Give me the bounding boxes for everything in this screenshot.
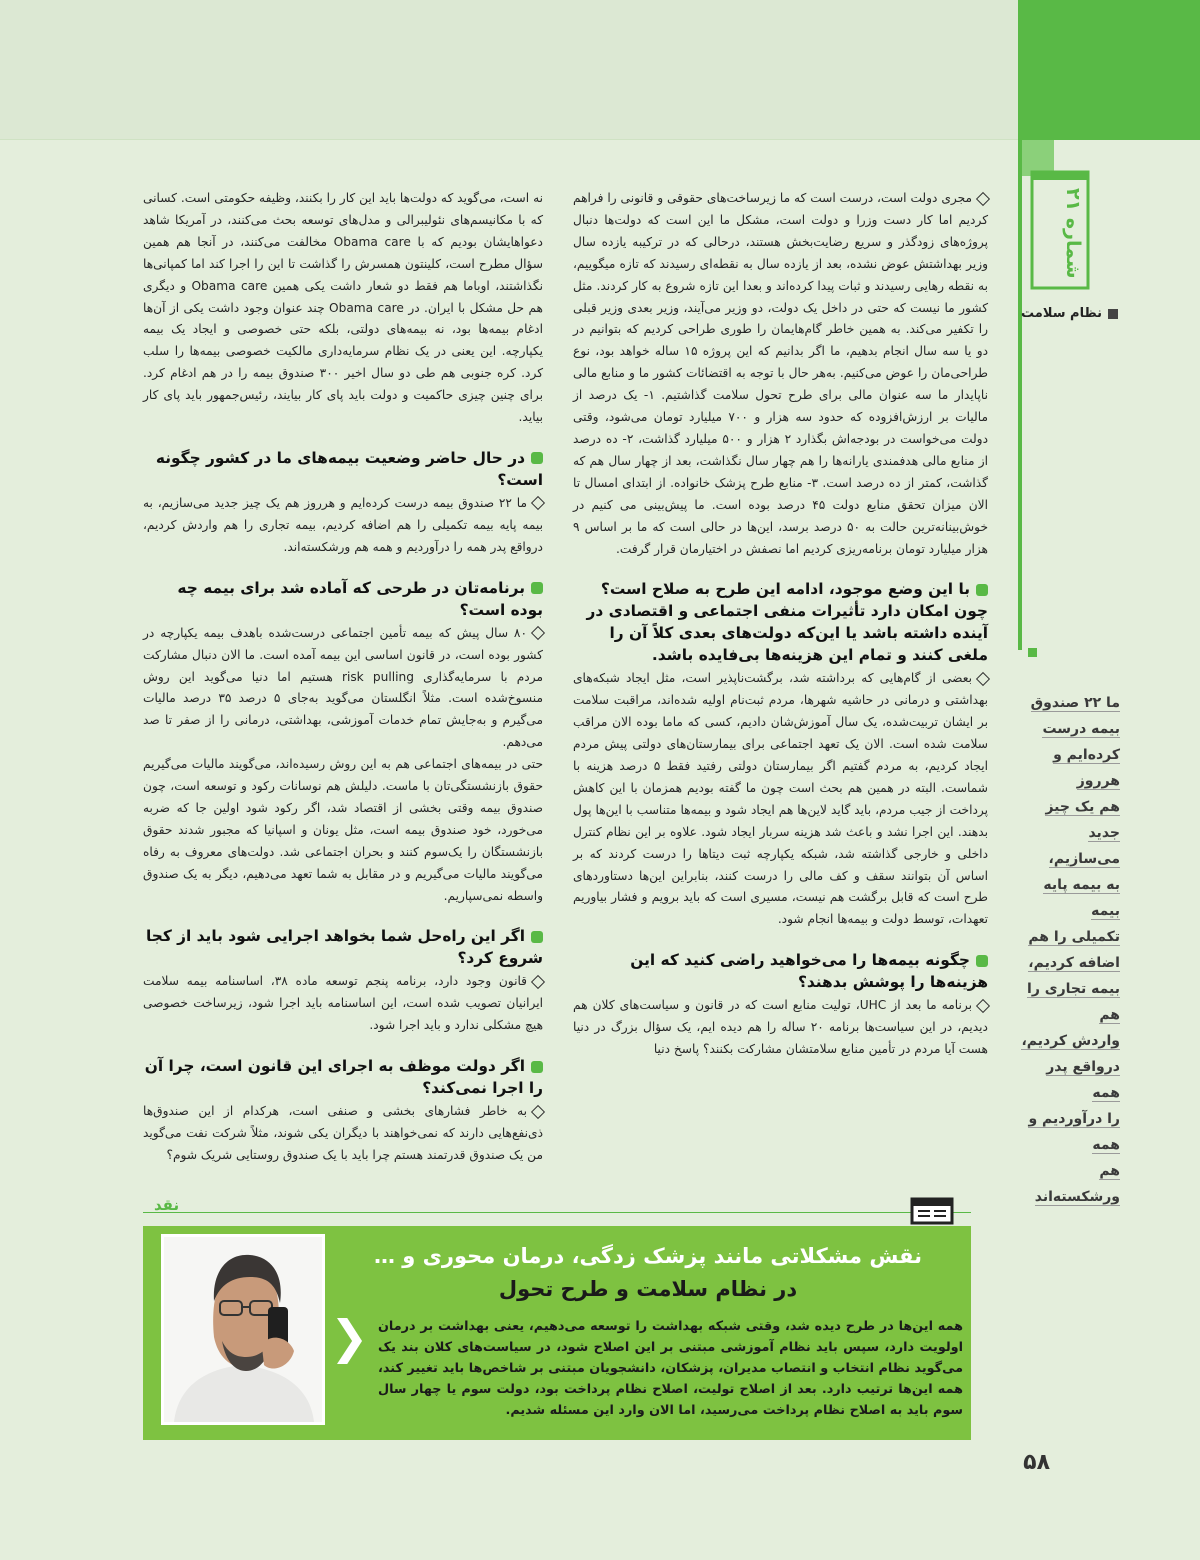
paragraph: برنامه ما بعد از UHC، تولیت منابع است که در قانون و سیاست‌های کلان هم دیدیم، در این سیاست‌ها برنامه ۲۰ ساله را هم دیده ایم، یک سؤال بزرگ در دنیا هست آیا مردم در تأمین منابع سلامتشان مشارکت بکنند؟ پاسخ دنیا	[573, 995, 988, 1061]
issue-label: شماره ۲۱	[1062, 187, 1084, 279]
chevron-bullet-icon	[531, 452, 543, 464]
header-divider	[0, 139, 1018, 140]
section-label: نظام سلامت	[1021, 306, 1118, 321]
chevron-bullet-icon	[531, 931, 543, 943]
chevron-bullet-icon	[531, 582, 543, 594]
article-column-right	[573, 188, 988, 1061]
chevron-bullet-icon	[976, 955, 988, 967]
side-rail	[1018, 140, 1022, 650]
green-dot	[1028, 648, 1037, 657]
paragraph: به خاطر فشارهای بخشی و صنفی است، هرکدام از این صندوق‌ها ذی‌نفع‌هایی دارند که نمی‌خواهند با دیگران یکی شوند، مثلاً شرکت نفت می‌گوید من یک صندوق قدرتمند هستم چرا باید با یک صندوق روستایی شریک شوم؟	[143, 1101, 543, 1167]
paragraph: ۸۰ سال پیش که بیمه تأمین اجتماعی درست‌شده باهدف بیمه یکپارچه در کشور بوده است، در قانون اساسی این بیمه آمده است. ما الان دنبال مشارکت مردم با سرمایه‌گذاری risk pulling هستیم اما دنیا می‌گوید این روش منسوخ‌شده است. مثلاً انگلستان می‌گوید به‌جای ۵ درصد ۳۵ درصد مالیات می‌گیرم و به‌جایش تمام خدمات آموزشی، بهداشتی، درمانی را از صفر تا صد می‌دهم.	[143, 623, 543, 754]
question-heading: اگر این راه‌حل شما بخواهد اجرایی شود باید از کجا شروع کرد؟	[145, 927, 543, 968]
diamond-bullet-icon	[531, 496, 545, 510]
critique-body: همه این‌ها در طرح دیده شد، وقتی شبکه بهداشت را توسعه می‌دهیم، یعنی بهداشت بر درمان اولویت دارد، سپس باید نظام آموزشی مبتنی بر این اصلاح شود، در سیاست‌های کلان بند یک می‌گوید نظام انتخاب و انتصاب مدیران، پزشکان، دانشجویان مبتنی بر شاخص‌ها باید تغییر کند، همه این‌ها ترتیب دارد. بعد از اصلاح تولیت، اصلاح نظام پرداخت بود، دولت سوم یا چهار سال سوم باید به اصلاح نظام پرداخت می‌رسید، اما الان وارد این مسئله شدیم.	[378, 1319, 963, 1418]
paragraph: بعضی از گام‌هایی که برداشته شد، برگشت‌ناپذیر است، مثل ایجاد شبکه‌های بهداشتی و درمانی در حاشیه شهرها، مردم ثبت‌نام اولیه شده‌اند، مراقبت سلامت بر ایشان تربیت‌شده، یک سال آموزش‌شان دادیم، کسی که ماما بوده الان مراقب سلامت شده است. الان یک تعهد اجتماعی برای بیمارستان‌های دولتی پیش مردم ایجاد کردیم، به مردم گفتیم اگر بیمارستان دولتی رفتید فقط ۵ درصد هزینه با شماست. البته در همین هم بحث است چون ما گفته بودیم همزمان با این کاهش پرداخت از جیب مردم، باید گاید لاین‌ها هم ایجاد شود و بیمه‌ها متناسب با این‌ها پول بدهند. این اجرا نشد و باعث شد هزینه سربار ایجاد شود. علاوه بر این نظام کنترل داخلی و خارجی گذاشته شد، شبکه یکپارچه ثبت دیتاها را درست کردند که بر اساس آن بتوانند سقف و کف مالی را درست کنند، بنابراین این‌ها دستاوردهای طرح است که قابل برگشت هم نیست، مسیری است که باید برویم و فشار بیاوریم تعهدات، توسط دولت و بیمه‌ها انجام شود.	[573, 668, 988, 931]
header-band	[0, 0, 1018, 140]
diamond-bullet-icon	[976, 999, 990, 1013]
paragraph: قانون وجود دارد، برنامه پنجم توسعه ماده ۳۸، اساسنامه بیمه سلامت ایرانیان تصویب شده است، این اساسنامه باید اجرا شود، زیرساخت خصوصی هیچ مشکلی ندارد و باید اجرا شود.	[143, 971, 543, 1037]
chevron-bullet-icon	[976, 584, 988, 596]
paragraph: نه است، می‌گوید که دولت‌ها باید این کار را بکنند، وظیفه حکومتی است. کسانی که با مکانیسم‌های نئولیبرالی و مدل‌های توسعه بحث می‌کنند، در آمریکا شاهد دعواهایشان بودیم که با Obama care مخالفت می‌کنند، در آنجا هم همین سؤال مطرح است، کلینتون همسرش را گذاشت تا این را اجرا کند اما کمپانی‌ها نگذاشتند، اوباما هم فقط دو شعار داشت یکی همین Obama care و دیگری هم حل مشکل با ایران. در Obama care چند عنوان وجود داشت یکی از آن‌ها ادغام بیمه‌ها بود، نه بیمه‌های دولتی، بلکه حتی خصوصی و ایجاد یک بیمه یکپارچه. این یعنی در یک نظام سرمایه‌داری مالکیت خصوصی بیمه‌ها را سلب کرد. کره جنوبی هم طی دو سال اخیر ۳۰۰ صندوق بیمه را در هم ادغام کرد. برای چنین چیزی حاکمیت و دولت باید پای کار بیایند، رئیس‌جمهور باید پای کار بیاید.	[143, 191, 543, 425]
paragraph: حتی در بیمه‌های اجتماعی هم به این روش رسیده‌اند، می‌گویند مالیات می‌گیریم حقوق بازنشستگی‌تان با ماست. دلیلش هم نوسانات رکود و توسعه است، چون صندوق بیمه وقتی بخشی از اقتصاد شد، اگر رکود شود اولین جا که ضربه می‌خورد، خود صندوق بیمه است، مثل یونان و اسپانیا که مجبور شدند حقوق بازنشستگان را یک‌سوم کنند و بحران اجتماعی شد. دولت‌های معروف به رفاه می‌گویند مالیات می‌گیریم و در مقابل به شما تعهد می‌دهیم، دیگر به یک صندوق واسطه نمی‌سپاریم.	[143, 757, 543, 903]
question-heading: در حال حاضر وضعیت بیمه‌های ما در کشور چگونه است؟	[155, 448, 543, 489]
sidebar-quote: ما ۲۲ صندوق بیمه درست کرده‌ایم و هرروز هم یک چیز جدید می‌سازیم، به بیمه پایه بیمه تکمیلی را هم اضافه کردیم، بیمه تجاری را هم واردش کردیم، درواقع پدر همه را درآوردیم و همه هم ورشکسته‌اند	[1021, 695, 1120, 1205]
critique-title: نقش مشکلاتی مانند پزشک زدگی، درمان محوری و … در نظام سلامت و طرح تحول	[373, 1244, 923, 1301]
newspaper-icon	[910, 1197, 954, 1225]
chevron-bullet-icon	[531, 1061, 543, 1073]
diamond-bullet-icon	[976, 191, 990, 205]
green-corner-block	[1018, 0, 1200, 140]
chevron-icon: ❯	[330, 1310, 369, 1364]
critique-label: نقد	[154, 1196, 180, 1214]
page-number: ۵۸	[1023, 1450, 1050, 1475]
paragraph: مجری دولت است، درست است که ما زیرساخت‌های حقوقی و قانونی را فراهم کردیم اما کار دست وزرا و دولت است، مشکل ما این است که دولت‌ها دنبال پروژه‌های زودگذر و سریع رضایت‌بخش هستند، درحالی که در ترکیبه یازده سال وزیر بهداشتش عوض نشده، بعد از یازده سال به نقطه‌ای رسیدند که تازه میگوییم، به نقطه رهایی رسیدند و ثبات پیدا کرده‌اند و بعدا این تازه شروع به کار کردند. مثل کشور ما نیست که حتی در داخل یک دولت، دو وزیر می‌آیند، وزیر بعدی وزیر قبلی را تکفیر می‌کند. به همین خاطر گام‌هایمان را طوری طراحی کردیم که بتوانیم در دو یا سه سال انجام بدهیم، ما اگر بدانیم که این پروژه ۱۵ ساله خواهد بود، نوع طراحی‌مان را عوض می‌کنیم. به‌هر حال با توجه به اقتضائات کشور ما و منابع مالی ناپایدار ما سه عنوان مالی برای طرح تحول سلامت گذاشتیم. ۱- یک درصد از مالیات بر ارزش‌افزوده که حدود سه هزار و ۷۰۰ میلیارد تومان می‌شود، وقتی دولت می‌خواست در بودجه‌اش بگذارد ۲ هزار و ۵۰۰ میلیارد گذاشت، ۲- ده درصد از منابع مالی هدفمندی یارانه‌ها را هم چهار سال نگذاشت، بعد از چهار سال هم که گذاشت، کمتر از ده درصد است. ۳- منابع طرح پزشک خانواده. از ابتدای امسال تا الان میزان تحقق منابع دولت ۴۵ درصد بوده است. ما پیش‌بینی می کنیم در خوش‌بینانه‌ترین حالت به ۵۰ درصد برسد، این‌ها در حالی است که ما بر اساس ۹ هزار میلیارد تومان برنامه‌ریزی کردیم اما نصفش در اختیارمان قرار گرفت.	[573, 188, 988, 560]
diamond-bullet-icon	[531, 1105, 545, 1119]
critique-divider	[143, 1212, 971, 1213]
diamond-bullet-icon	[531, 975, 545, 989]
diamond-bullet-icon	[976, 672, 990, 686]
question-heading: چگونه بیمه‌ها را می‌خواهید راضی کنید که این هزینه‌ها را پوشش بدهند؟	[630, 951, 988, 992]
question-heading: اگر دولت موظف به اجرای این قانون است، چرا آن را اجرا نمی‌کند؟	[144, 1057, 543, 1098]
diamond-bullet-icon	[531, 626, 545, 640]
square-bullet-icon	[1108, 309, 1118, 319]
paragraph: ما ۲۲ صندوق بیمه درست کرده‌ایم و هرروز هم یک چیز جدید می‌سازیم، به بیمه پایه بیمه تکمیلی را هم اضافه کردیم، بیمه تجاری را هم واردش کردیم، درواقع پدر همه را درآوردیم و همه هم ورشکسته‌اند.	[143, 493, 543, 559]
speaker-photo	[161, 1234, 325, 1425]
question-heading: برنامه‌تان در طرحی که آماده شد برای بیمه چه بوده است؟	[177, 578, 543, 619]
question-heading: با این وضع موجود، ادامه این طرح به صلاح است؟ چون امکان دارد تأثیرات منفی اجتماعی و اقتصادی در آینده داشته باشد یا این‌که دولت‌های بعدی کلاً آن را ملغی کنند و تمام این هزینه‌ها بی‌فایده باشد.	[586, 580, 988, 665]
article-column-left	[143, 188, 543, 1167]
